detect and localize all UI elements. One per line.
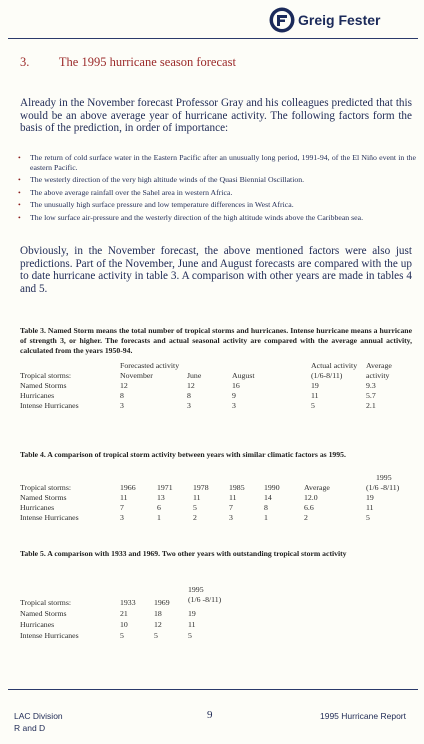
table3-cell: Hurricanes: [20, 391, 55, 400]
table4-top-header: (1/6 -8/11): [366, 483, 400, 492]
table3-header: Average: [366, 361, 392, 370]
table3-header: Actual activity: [311, 361, 358, 370]
table3-cell: 11: [311, 391, 319, 400]
page-number: 9: [207, 709, 213, 721]
table3-caption: Table 3. Named Storm means the total number of tropical storms and hurricanes. Intense hurricane means a hurricane of strength 3, or higher. The forecasts and actual seasonal activity are compared with the average annual activity, calculated from the years 1950-94.: [20, 326, 412, 355]
table3-cell: 9.3: [366, 381, 376, 390]
table4-cell: Hurricanes: [20, 503, 55, 512]
table3: [20, 361, 412, 431]
table3-cell: 16: [232, 381, 240, 390]
table4-header: Tropical storms:: [20, 483, 72, 492]
table5-cell: 5: [154, 631, 158, 640]
table3-group-header: Forecasted activity: [120, 361, 180, 370]
table3-cell: 5: [311, 401, 315, 410]
table3-subheader: (1/6-8/11): [311, 371, 343, 380]
table3-header: August: [232, 371, 255, 380]
factor-item: • The unusually high surface pressure and low temperature differences in West Africa.: [14, 200, 416, 210]
table4: [20, 473, 412, 533]
table5-cell: Intense Hurricanes: [20, 631, 79, 640]
footer-division: LAC Division: [14, 711, 63, 721]
table3-cell: 5.7: [366, 391, 376, 400]
table4-cell: 5: [366, 513, 370, 522]
comparison-paragraph: Obviously, in the November forecast, the above mentioned factors were also just predictions. Part of the November, June and August forecasts are compared with the up to date hurricane activity in table 3. A comparison with other years are made in tables 4 and 5.: [20, 245, 412, 295]
table5-header: 1933: [120, 598, 136, 607]
factor-item: • The above average rainfall over the Sahel area in western Africa.: [14, 188, 416, 198]
table4-cell: Named Storms: [20, 493, 67, 502]
table5-cell: 5: [188, 631, 192, 640]
table4-header: 1971: [157, 483, 173, 492]
intro-paragraph: Already in the November forecast Professor Gray and his colleagues predicted that this would be an above average year of hurricane activity. The following factors form the basis of the prediction, in order of importance:: [20, 97, 412, 135]
company-logo: [268, 6, 418, 36]
table4-cell: 14: [264, 493, 272, 502]
factor-item: • The low surface air-pressure and the westerly direction of the high altitude winds above the Caribbean sea.: [14, 213, 416, 223]
table5-top-header: 1995: [188, 585, 204, 594]
table4-cell: 1: [264, 513, 268, 522]
table5-cell: Hurricanes: [20, 620, 55, 629]
table5-top-header: (1/6 -8/11): [188, 595, 222, 604]
table5-cell: 19: [188, 609, 196, 618]
table4-cell: 2: [193, 513, 197, 522]
table3-cell: 3: [120, 401, 124, 410]
section-title: The 1995 hurricane season forecast: [58, 55, 236, 69]
table4-header: 1990: [264, 483, 280, 492]
table4-cell: 11: [229, 493, 237, 502]
table3-cell: 2.1: [366, 401, 376, 410]
table4-cell: 11: [193, 493, 201, 502]
table5-cell: 12: [154, 620, 162, 629]
table5: [20, 585, 412, 645]
table3-cell: Named Storms: [20, 381, 67, 390]
table4-cell: Intense Hurricanes: [20, 513, 79, 522]
table4-cell: 6.6: [304, 503, 314, 512]
brand-name: Greig Fester: [298, 12, 381, 28]
table3-cell: Intense Hurricanes: [20, 401, 79, 410]
factor-item: • The return of cold surface water in the Eastern Pacific after an unusually long period, 1991-94, of the El Niño event in the eastern Pacific.: [14, 153, 416, 172]
table3-subheader: activity: [366, 371, 390, 380]
table5-cell: 21: [120, 609, 128, 618]
table4-cell: 2: [304, 513, 308, 522]
table4-cell: 1: [157, 513, 161, 522]
table3-cell: 12: [120, 381, 128, 390]
section-heading: [20, 55, 236, 70]
table5-caption: Table 5. A comparison with 1933 and 1969. Two other years with outstanding tropical storm activity: [20, 549, 347, 558]
table4-cell: 11: [366, 503, 374, 512]
factor-item: • The westerly direction of the very high altitude winds of the Quasi Biennial Oscillation.: [14, 175, 416, 185]
table3-cell: 12: [187, 381, 195, 390]
table5-cell: 5: [120, 631, 124, 640]
table5-cell: 11: [188, 620, 196, 629]
table4-cell: 7: [229, 503, 233, 512]
table5-cell: 10: [120, 620, 128, 629]
table4-cell: 11: [120, 493, 128, 502]
table3-header: June: [187, 371, 202, 380]
bottom-rule: [8, 689, 418, 690]
table4-cell: 8: [264, 503, 268, 512]
footer-department: R and D: [14, 723, 46, 733]
table4-cell: 12.0: [304, 493, 318, 502]
table3-cell: 8: [120, 391, 124, 400]
table4-header: Average: [304, 483, 330, 492]
top-rule: [8, 38, 418, 39]
table4-header: 1966: [120, 483, 136, 492]
table4-cell: 19: [366, 493, 374, 502]
table4-cell: 3: [229, 513, 233, 522]
table3-cell: 19: [311, 381, 319, 390]
table5-header: 1969: [154, 598, 170, 607]
table4-cell: 7: [120, 503, 124, 512]
table4-cell: 6: [157, 503, 161, 512]
table3-cell: 9: [232, 391, 236, 400]
table3-cell: 3: [232, 401, 236, 410]
table3-header: November: [120, 371, 153, 380]
table4-top-header: 1995: [376, 473, 392, 482]
table4-header: 1978: [193, 483, 209, 492]
table4-cell: 3: [120, 513, 124, 522]
footer-report-title: 1995 Hurricane Report: [320, 711, 406, 721]
table4-cell: 13: [157, 493, 165, 502]
section-number: 3.: [20, 55, 30, 69]
logo-mark-icon: [268, 6, 296, 34]
table4-header: 1985: [229, 483, 245, 492]
table3-cell: 8: [187, 391, 191, 400]
table4-caption: Table 4. A comparison of tropical storm activity between years with similar climatic factors as 1995.: [20, 450, 346, 459]
table5-cell: Named Storms: [20, 609, 67, 618]
table3-cell: 3: [187, 401, 191, 410]
table3-header: Tropical storms:: [20, 371, 72, 380]
table5-cell: 18: [154, 609, 162, 618]
table5-header: Tropical storms:: [20, 598, 72, 607]
table4-cell: 5: [193, 503, 197, 512]
factor-list: [14, 153, 416, 225]
